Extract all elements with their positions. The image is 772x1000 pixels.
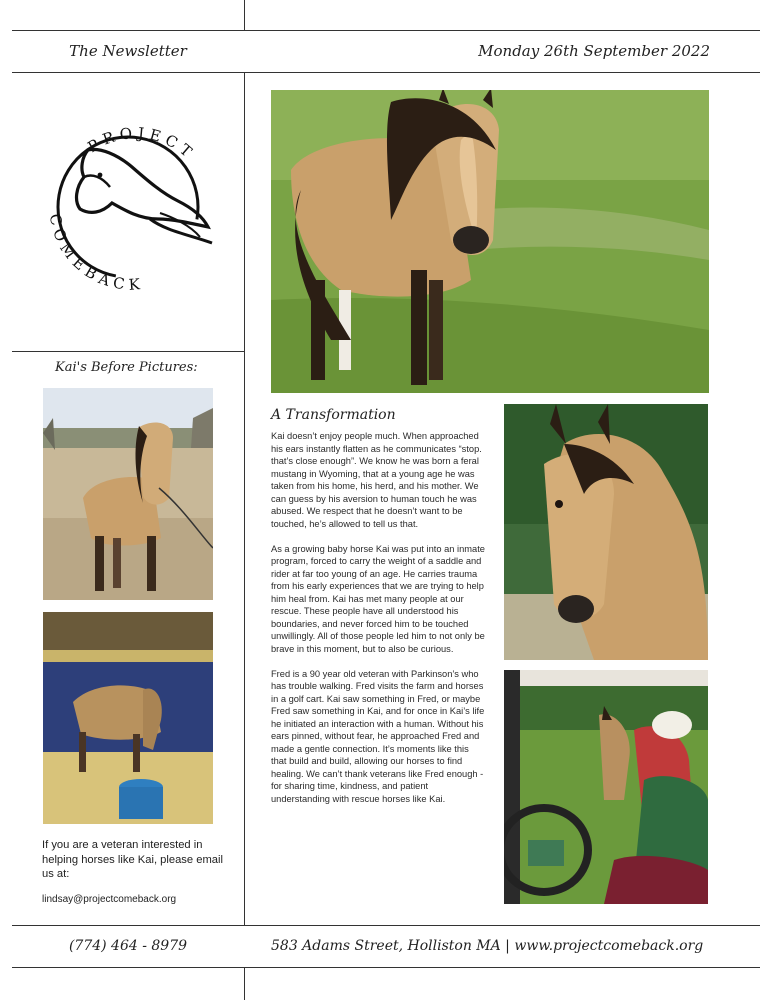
kai-before-photo-barn	[43, 612, 213, 824]
svg-text:PROJECT	[84, 124, 199, 164]
article-paragraph-2: As a growing baby horse Kai was put into an inmate program, forced to carry the weight of a saddle and rider at far too young of an age. He carries trauma from his early experiences that we are trying to help him heal from. Kai has met many people at our rescue. These people have all understood his boundaries, and never forced him to be touched unwillingly. All of those people led him to not only be brave in this moment, but to also be curious.	[271, 543, 485, 654]
sidebar-rule	[12, 351, 244, 352]
footer-rule-bottom	[12, 967, 760, 968]
before-pictures-heading: Kai's Before Pictures:	[55, 360, 198, 375]
column-divider	[244, 72, 245, 925]
footer-address: 583 Adams Street, Holliston MA | www.projectcomeback.org	[271, 938, 704, 954]
article-heading: A Transformation	[271, 407, 396, 423]
column-divider-top	[244, 0, 245, 30]
logo-word-top: PROJECT	[84, 123, 200, 164]
kai-portrait-photo	[504, 404, 708, 660]
article-body	[271, 430, 486, 818]
fred-and-kai-photo	[504, 670, 708, 904]
contact-email-link[interactable]: lindsay@projectcomeback.org	[42, 894, 177, 905]
footer-phone: (774) 464 - 8979	[68, 938, 188, 954]
kai-before-photo-paddock	[43, 388, 213, 600]
project-comeback-logo	[40, 115, 225, 300]
newsletter-title: The Newsletter	[69, 42, 187, 60]
article-paragraph-1: Kai doesn’t enjoy people much. When approached his ears instantly flatten as he communicates “stop. that’s close enough”. We know he was born a feral mustang in Wyoming, that at a young age he was taken from his home, his herd, and his mother. We can guess by his aversion to human touch he was abused. We respect that he doesn’t want to be touched, he’s allowed to tell us that.	[271, 431, 482, 529]
newsletter-date: Monday 26th September 2022	[478, 42, 710, 60]
svg-text:COMEBACK	[46, 212, 146, 293]
kai-hero-photo	[271, 90, 709, 393]
volunteer-call-to-action: If you are a veteran interested in helping horses like Kai, please email us at:	[42, 839, 223, 880]
logo-word-bottom: COMEBACK	[45, 212, 146, 294]
header-rule-bottom	[12, 72, 760, 73]
column-divider-bottom	[244, 967, 245, 1000]
article-paragraph-3: Fred is a 90 year old veteran with Parkinson’s who has trouble walking. Fred visits the farm and horses in a golf cart. Kai saw something in Fred, or maybe Fred saw something in Kai, and for once in Kai’s life he initiated an interaction with a human. Without his ears pinned, without fear, he approached Fred and made a gentle connection. It’s moments like this that build and build, allowing our horses to find healing. We can’t thank veterans like Fred enough - for sharing time, kindness, and patient understanding with rescue horses like Kai.	[271, 668, 485, 804]
